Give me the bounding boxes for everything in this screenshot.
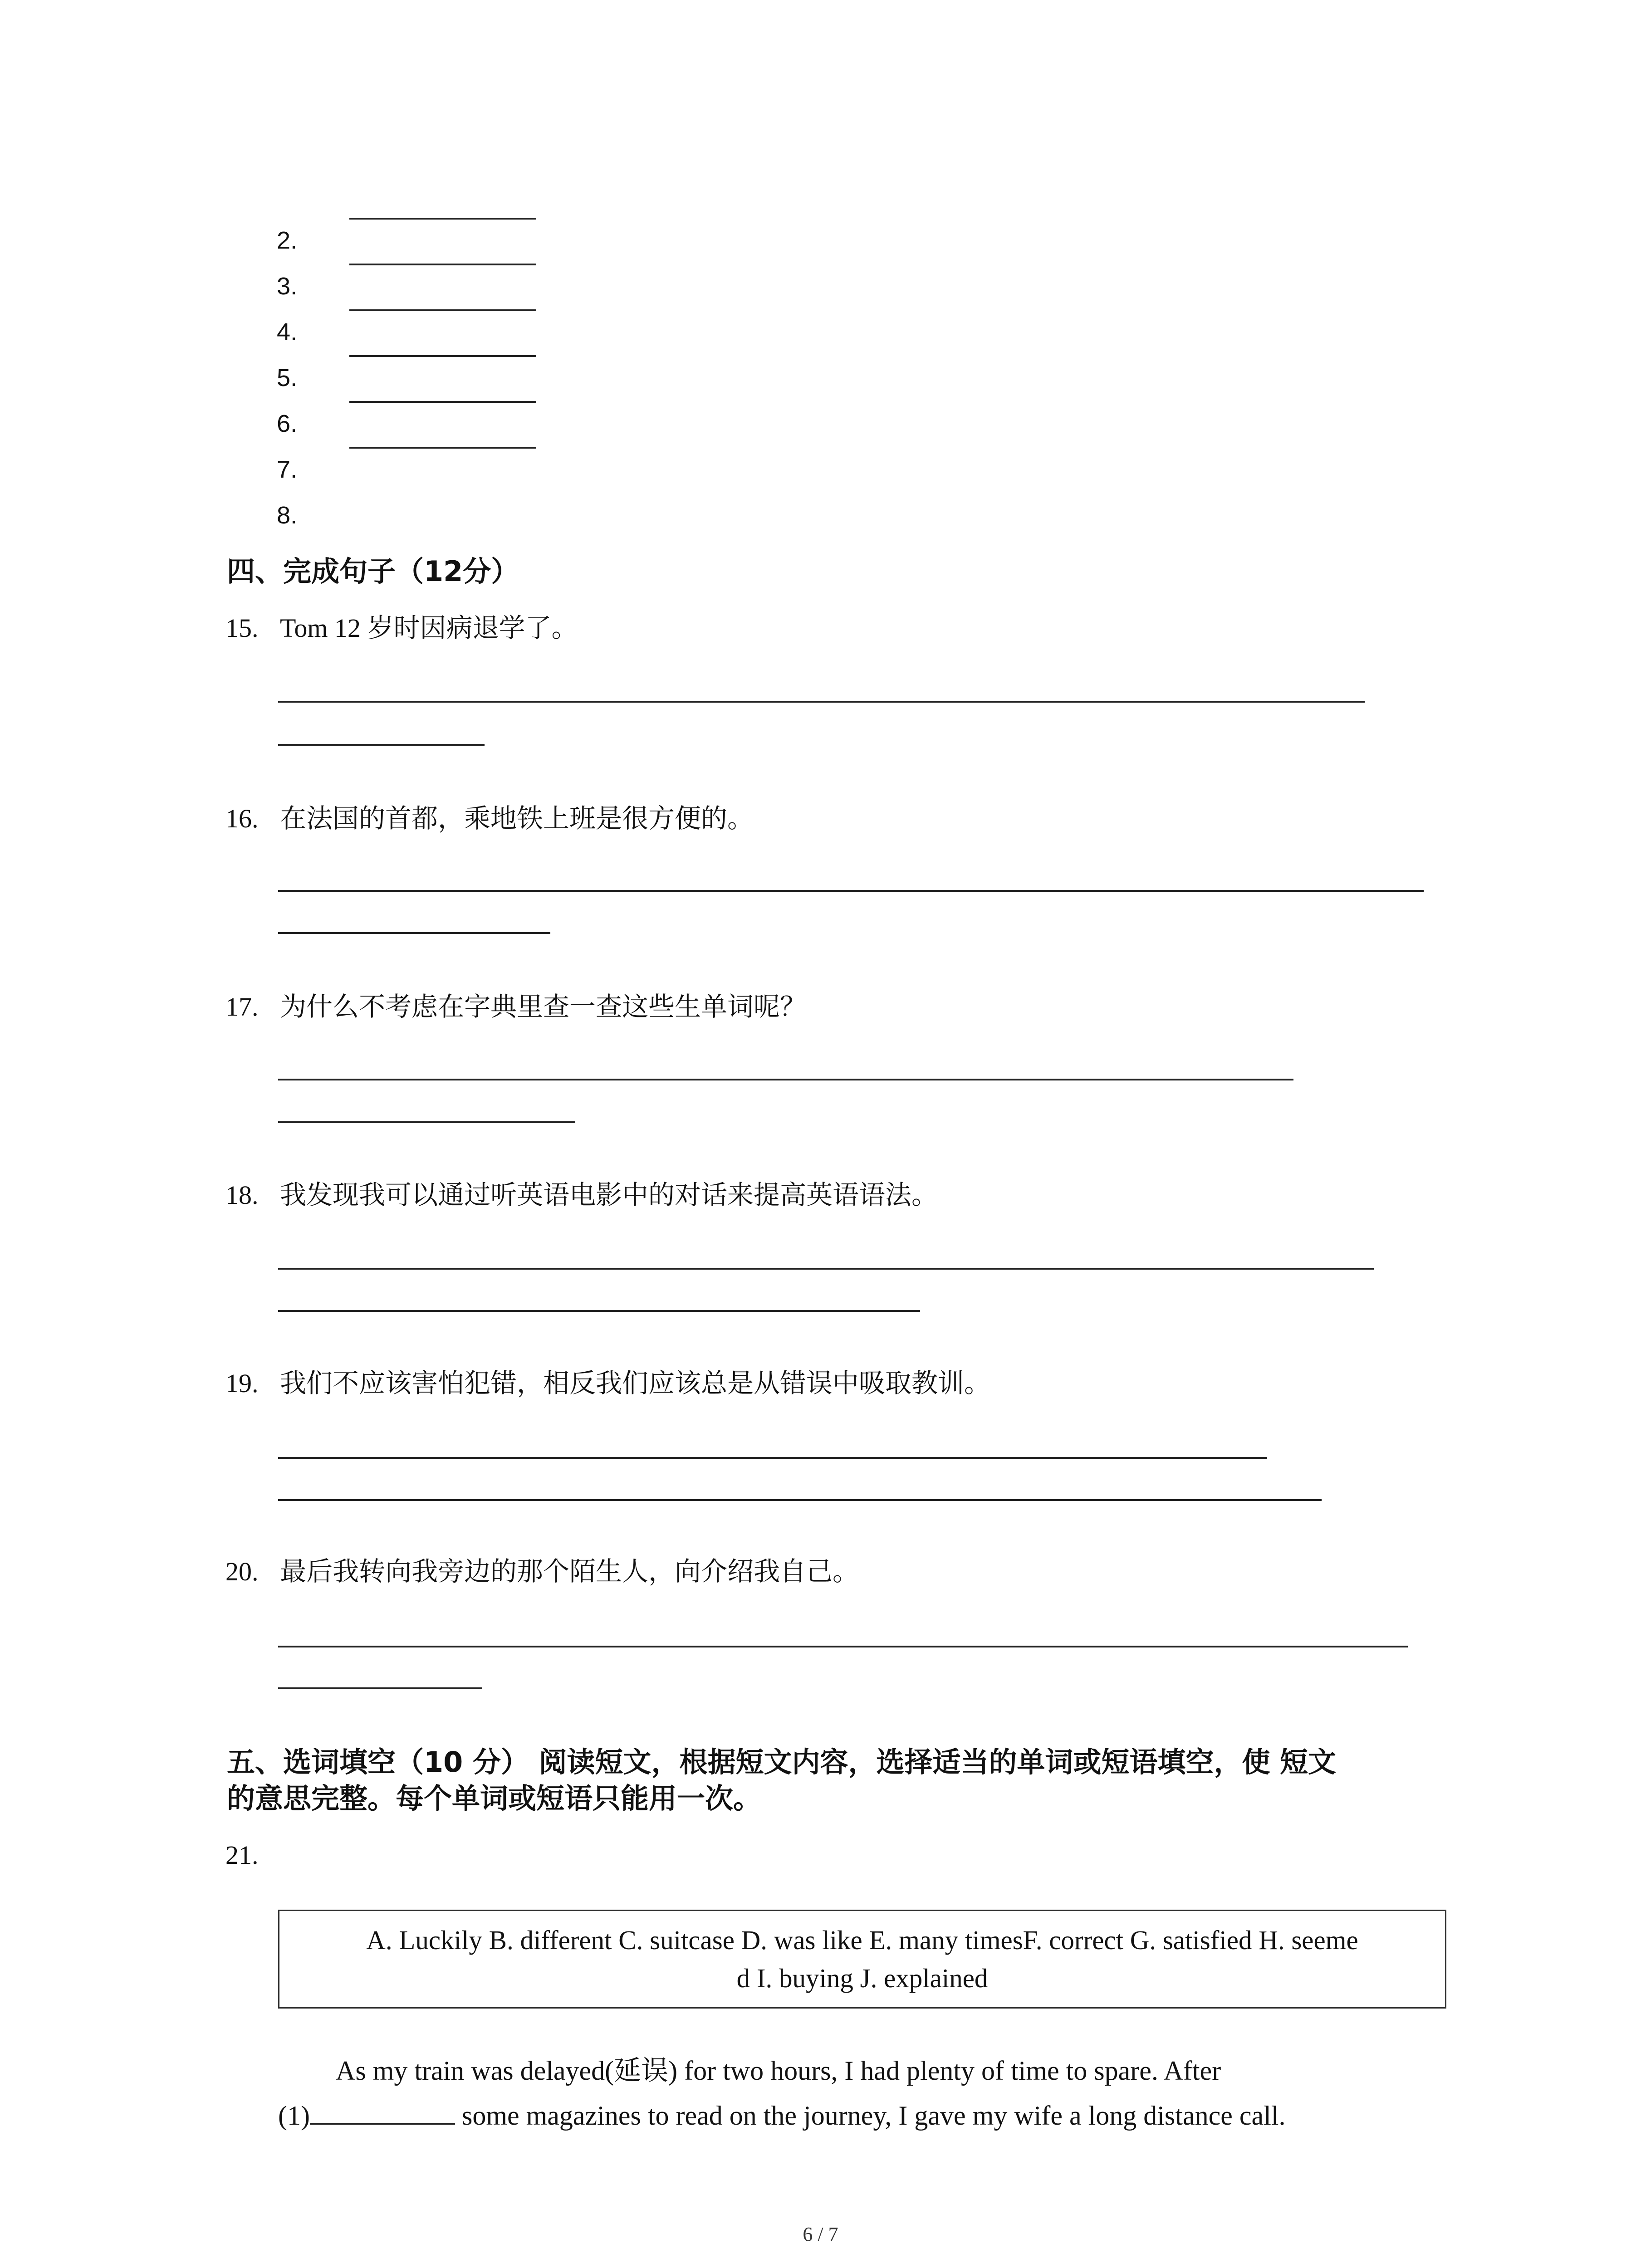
question-text: 最后我转向我旁边的那个陌生人，向介绍我自己。 bbox=[280, 1557, 859, 1586]
blank-number: 7. bbox=[277, 456, 298, 483]
word-bank-box bbox=[278, 1910, 1446, 2009]
question-number: 16. bbox=[225, 804, 259, 833]
blank-label: (1) bbox=[278, 2101, 310, 2131]
answer-blank-line[interactable] bbox=[349, 309, 536, 311]
blank-number: 5. bbox=[277, 364, 298, 391]
blank-number: 6. bbox=[277, 410, 298, 437]
blank-number: 4. bbox=[277, 318, 298, 346]
answer-line[interactable] bbox=[278, 890, 1424, 892]
question-text: 我发现我可以通过听英语电影中的对话来提高英语语法。 bbox=[280, 1180, 938, 1210]
section5-heading-line1: 五、选词填空（10 分） 阅读短文，根据短文内容，选择适当的单词或短语填空，使 短文 bbox=[227, 1745, 1337, 1779]
section5-heading bbox=[227, 1744, 1336, 1817]
question-number: 17. bbox=[225, 992, 259, 1022]
answer-line[interactable] bbox=[278, 1079, 1293, 1080]
blank-number: 8. bbox=[277, 502, 298, 529]
fill-blank-1[interactable] bbox=[310, 2096, 455, 2125]
question-15 bbox=[225, 610, 578, 646]
question-17 bbox=[225, 989, 806, 1025]
question-number: 18. bbox=[225, 1180, 259, 1210]
question-16 bbox=[225, 801, 754, 837]
question-text: 在法国的首都，乘地铁上班是很方便的。 bbox=[280, 804, 754, 833]
answer-line[interactable] bbox=[278, 701, 1365, 703]
answer-line[interactable] bbox=[278, 1646, 1408, 1647]
word-bank-line1: A. Luckily B. different C. suitcase D. was like E. many timesF. correct G. satisfied H. seeme bbox=[366, 1925, 1358, 1955]
answer-blank-line[interactable] bbox=[349, 447, 536, 449]
passage-text: some magazines to read on the journey, I gave my wife a long distance call. bbox=[455, 2101, 1286, 2131]
blank-number: 3. bbox=[277, 273, 298, 300]
answer-line[interactable] bbox=[278, 1121, 575, 1123]
answer-line[interactable] bbox=[278, 1310, 920, 1312]
answer-line[interactable] bbox=[278, 744, 485, 746]
word-bank-line2: d I. buying J. explained bbox=[736, 1963, 988, 1993]
question-20 bbox=[225, 1554, 859, 1590]
passage-line1: As my train was delayed(延误) for two hours, I had plenty of time to spare. After bbox=[336, 2056, 1221, 2086]
blank-number: 2. bbox=[277, 227, 298, 254]
question-19 bbox=[225, 1365, 990, 1402]
section5-heading-line2: 的意思完整。每个单词或短语只能用一次。 bbox=[227, 1782, 762, 1815]
answer-line[interactable] bbox=[278, 932, 550, 934]
question-text: 为什么不考虑在字典里查一查这些生单词呢？ bbox=[280, 992, 807, 1022]
answer-blank-line[interactable] bbox=[349, 218, 536, 220]
answer-blank-line[interactable] bbox=[349, 401, 536, 403]
answer-line[interactable] bbox=[278, 1457, 1267, 1459]
question-text: 我们不应该害怕犯错，相反我们应该总是从错误中吸取教训。 bbox=[280, 1369, 991, 1398]
answer-line[interactable] bbox=[278, 1499, 1322, 1501]
section4-heading: 四、完成句子（12分） bbox=[227, 555, 519, 588]
question-18 bbox=[225, 1177, 938, 1213]
question-number: 15. bbox=[225, 613, 259, 643]
passage-line2 bbox=[278, 2096, 1285, 2134]
answer-line[interactable] bbox=[278, 1687, 482, 1689]
question-number: 20. bbox=[225, 1557, 259, 1586]
question-text: Tom 12 岁时因病退学了。 bbox=[280, 613, 578, 643]
question-number: 19. bbox=[225, 1369, 259, 1398]
page-number: 6 / 7 bbox=[803, 2223, 838, 2245]
answer-line[interactable] bbox=[278, 1268, 1374, 1270]
question-21-number: 21. bbox=[225, 1840, 259, 1870]
answer-blank-line[interactable] bbox=[349, 355, 536, 357]
answer-blank-line[interactable] bbox=[349, 264, 536, 265]
